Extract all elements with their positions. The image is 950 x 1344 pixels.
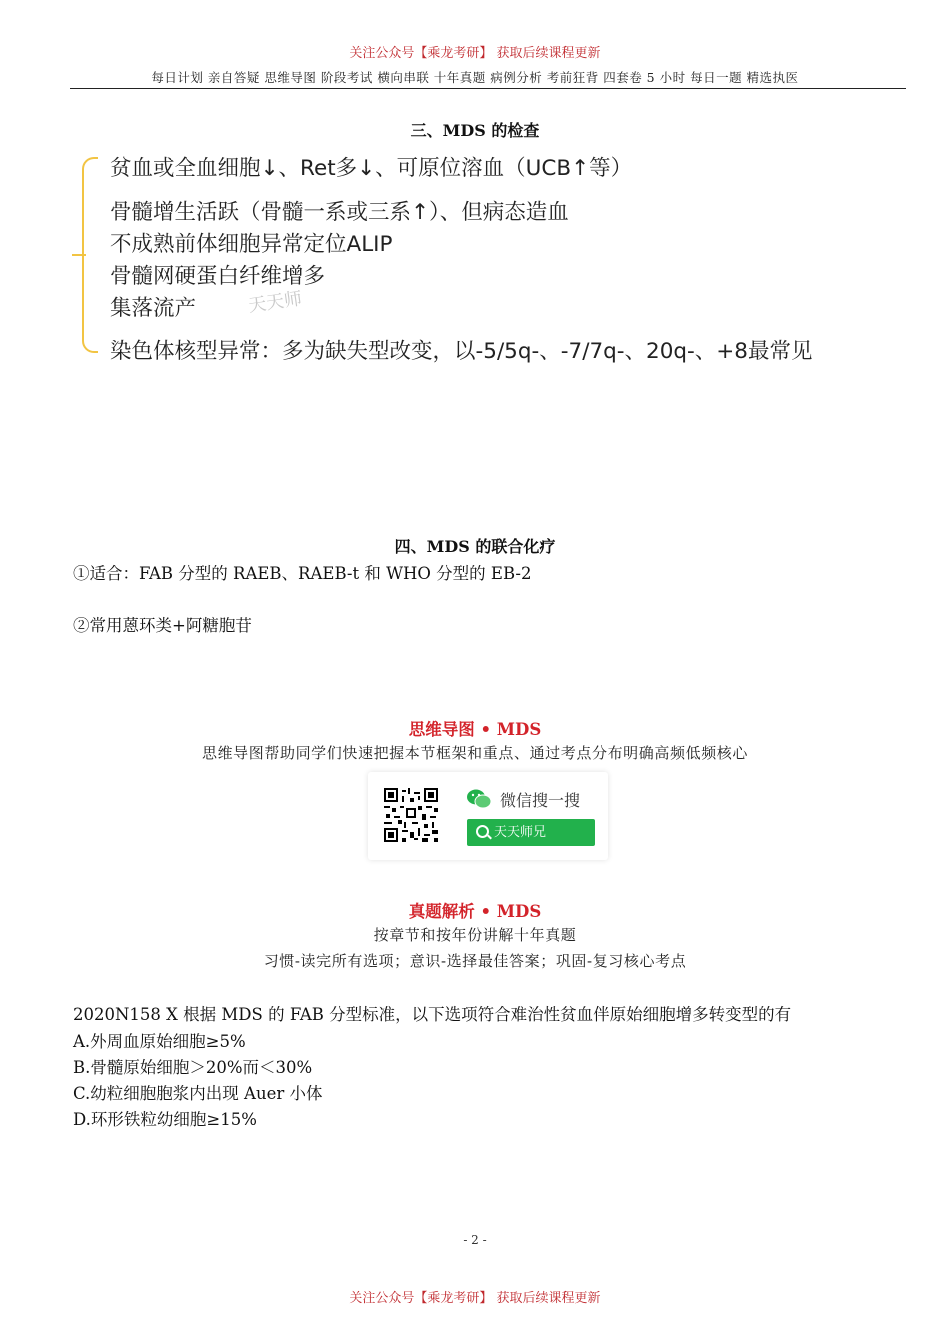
header-promo: 关注公众号【乘龙考研】 获取后续课程更新	[349, 46, 601, 61]
qr-code-icon[interactable]	[384, 788, 438, 842]
watermark-text: 天天师	[247, 288, 304, 317]
question-option: D.环形铁粒幼细胞≥15%	[73, 1110, 257, 1129]
analysis-line1: 按章节和按年份讲解十年真题	[373, 926, 577, 944]
header-divider	[70, 88, 906, 89]
section4-item: ①适合：FAB 分型的 RAEB、RAEB-t 和 WHO 分型的 EB-2	[73, 564, 532, 583]
section4-item: ②常用蒽环类+阿糖胞苷	[73, 616, 252, 635]
note-line: 不成熟前体细胞异常定位ALIP	[110, 232, 393, 257]
section3-title: 三、MDS 的检查	[410, 121, 540, 140]
wechat-icon	[466, 788, 492, 810]
wechat-search-button[interactable]	[467, 819, 595, 846]
analysis-line2: 习惯-读完所有选项；意识-选择最佳答案；巩固-复习核心考点	[263, 952, 687, 970]
question-option: A.外周血原始细胞≥5%	[73, 1032, 246, 1051]
question-stem: 2020N158 X 根据 MDS 的 FAB 分型标准，以下选项符合难治性贫血伴原始细胞增多转变型的有	[73, 1005, 792, 1024]
wechat-search-label: 微信搜一搜	[500, 791, 581, 810]
footer-promo: 关注公众号【乘龙考研】 获取后续课程更新	[349, 1291, 601, 1306]
question-option: B.骨髓原始细胞＞20%而＜30%	[73, 1058, 313, 1077]
note-line: 染色体核型异常：多为缺失型改变，以-5/5q-、-7/7q-、20q-、+8最常见	[110, 339, 813, 364]
note-line: 贫血或全血细胞↓、Ret多↓、可原位溶血（UCB↑等）	[110, 156, 633, 181]
question-option: C.幼粒细胞胞浆内出现 Auer 小体	[73, 1084, 323, 1103]
analysis-title: 真题解析 • MDS	[408, 902, 542, 921]
page-number: - 2 -	[463, 1233, 487, 1247]
search-button-label: 天天师兄	[494, 825, 547, 840]
mindmap-subtitle: 思维导图帮助同学们快速把握本节框架和重点、通过考点分布明确高频低频核心	[201, 744, 748, 762]
note-line: 骨髓网硬蛋白纤维增多	[110, 264, 326, 289]
header-menu: 每日计划 亲自答疑 思维导图 阶段考试 横向串联 十年真题 病例分析 考前狂背 四套卷 5 小时 每日一题 精选执医	[151, 70, 799, 85]
search-icon	[476, 825, 489, 838]
section4-title: 四、MDS 的联合化疗	[394, 537, 556, 556]
note-line: 集落流产	[110, 296, 197, 321]
mindmap-title: 思维导图 • MDS	[408, 720, 542, 739]
note-bracket-stem	[72, 254, 86, 256]
note-line: 骨髓增生活跃（骨髓一系或三系↑）、但病态造血	[110, 200, 569, 225]
